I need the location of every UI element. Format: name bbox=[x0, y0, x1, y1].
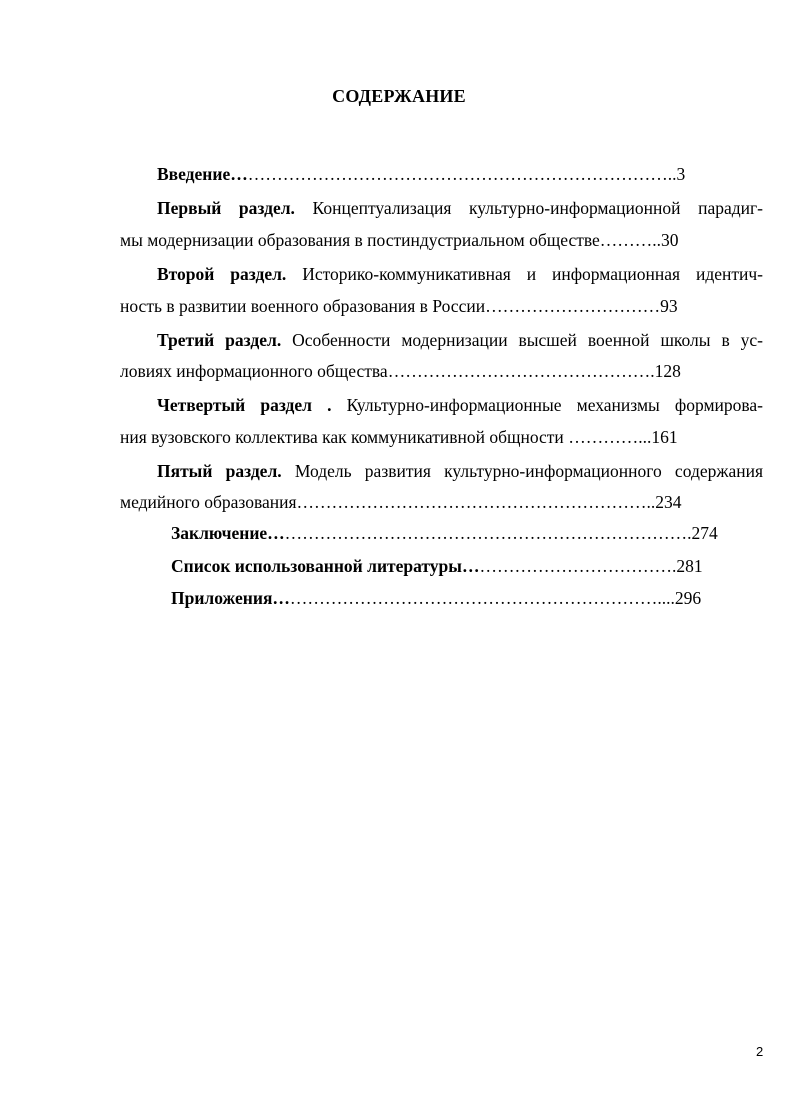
toc-page-number: 128 bbox=[654, 361, 681, 381]
toc-entry-references bbox=[171, 555, 703, 577]
toc-entry-label: Первый раздел. bbox=[157, 198, 295, 218]
toc-page-number: 93 bbox=[660, 296, 678, 316]
toc-entry-text: Концептуализация культурно-информационной парадиг- bbox=[312, 198, 764, 218]
toc-leader: ……………………………. bbox=[479, 556, 677, 576]
toc-entry-text: Особенности модернизации высшей военной школы в ус- bbox=[292, 330, 763, 350]
toc-entry-section-4-line-2 bbox=[120, 426, 678, 448]
toc-entry-label: Список использованной литературы bbox=[171, 556, 462, 576]
toc-page-number: 281 bbox=[676, 556, 703, 576]
toc-page-number: 296 bbox=[674, 588, 702, 608]
toc-leader: ……….. bbox=[599, 230, 662, 250]
toc-entry-label: Введение bbox=[157, 164, 231, 184]
toc-entry-appendices bbox=[171, 587, 701, 609]
toc-entry-section-2-line-1 bbox=[157, 263, 763, 285]
toc-entry-section-3-line-2 bbox=[120, 360, 681, 382]
toc-entry-text: ловиях информационного общества bbox=[120, 361, 388, 381]
toc-leader: ……………………………………………………………. bbox=[284, 523, 692, 543]
toc-entry-label-suffix: … bbox=[272, 588, 290, 608]
toc-leader: …………... bbox=[568, 427, 652, 447]
toc-leader: ……………………………………………………….... bbox=[289, 588, 675, 608]
toc-page-number: 30 bbox=[661, 230, 679, 250]
toc-entry-text: ность в развитии военного образования в России bbox=[120, 296, 486, 316]
toc-entry-introduction bbox=[157, 163, 685, 185]
toc-entry-text: мы модернизации образования в постиндустриальном обществе bbox=[120, 230, 600, 250]
toc-leader: ……………………………………………………………….. bbox=[247, 164, 677, 184]
toc-title: СОДЕРЖАНИЕ bbox=[332, 86, 466, 106]
toc-entry-text: Модель развития культурно-информационного содержания bbox=[294, 461, 764, 481]
toc-entry-section-1-line-1 bbox=[157, 197, 763, 219]
toc-entry-label: Второй раздел. bbox=[157, 264, 287, 284]
toc-entry-conclusion bbox=[171, 522, 718, 544]
toc-entry-text: Культурно-информационные механизмы формирова- bbox=[346, 395, 764, 415]
toc-entry-section-4-line-1 bbox=[157, 394, 763, 416]
toc-entry-label: Заключение bbox=[171, 523, 268, 543]
page-number: 2 bbox=[756, 1044, 764, 1059]
toc-entry-section-5-line-1 bbox=[157, 460, 763, 482]
toc-page-number: 161 bbox=[651, 427, 678, 447]
toc-leader: ………………………… bbox=[485, 296, 661, 316]
toc-leader: ………………………………………. bbox=[387, 361, 655, 381]
toc-entry-label-suffix: … bbox=[461, 556, 480, 576]
toc-entry-label: Третий раздел. bbox=[157, 330, 282, 350]
toc-entry-text: ния вузовского коллектива как коммуникативной общности bbox=[120, 427, 569, 447]
toc-entry-text: медийного образования bbox=[120, 492, 297, 512]
toc-page-number: 274 bbox=[691, 523, 718, 543]
toc-entry-label-suffix: … bbox=[230, 164, 248, 184]
toc-entry-text: Историко-коммуникативная и информационная идентич- bbox=[302, 264, 763, 284]
toc-entry-section-5-line-2 bbox=[120, 491, 682, 513]
toc-page-number: 3 bbox=[676, 164, 686, 184]
toc-entry-label: Четвертый раздел . bbox=[157, 395, 332, 415]
toc-page-number: 234 bbox=[655, 492, 682, 512]
toc-entry-label-suffix: … bbox=[267, 523, 285, 543]
toc-entry-label: Приложения bbox=[171, 588, 273, 608]
toc-entry-section-1-line-2 bbox=[120, 229, 679, 251]
toc-entry-section-2-line-2 bbox=[120, 295, 678, 317]
toc-entry-label: Пятый раздел. bbox=[157, 461, 282, 481]
toc-leader: …………………………………………………….. bbox=[296, 492, 656, 512]
toc-entry-section-3-line-1 bbox=[157, 329, 763, 351]
